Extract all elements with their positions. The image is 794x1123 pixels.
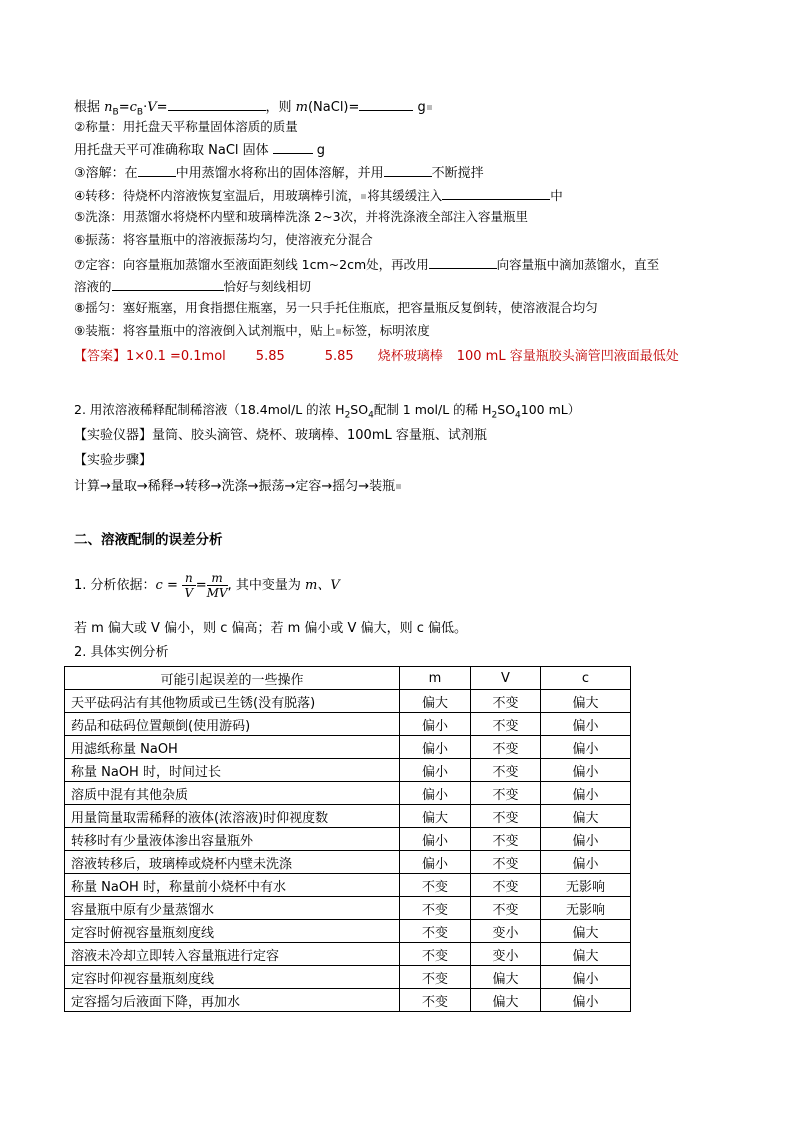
dilution-steps-flow: 计算→量取→稀释→转移→洗涤→振荡→定容→摇匀→装瓶 xyxy=(74,477,402,497)
operation-cell: 定容时俯视容量瓶刻度线 xyxy=(65,920,400,943)
operation-cell: 天平砝码沾有其他物质或已生锈(没有脱落) xyxy=(65,690,400,713)
blank xyxy=(429,254,497,269)
v-cell: 不变 xyxy=(471,782,541,805)
operation-cell: 药品和砝码位置颠倒(使用游码) xyxy=(65,713,400,736)
c-cell: 偏小 xyxy=(541,736,631,759)
step-mix: ⑧摇匀：塞好瓶塞，用食指摁住瓶塞，另一只手托住瓶底，把容量瓶反复倒转，使溶液混合均匀 xyxy=(74,300,598,315)
blank xyxy=(384,162,432,177)
operation-cell: 称量 NaOH 时，称量前小烧杯中有水 xyxy=(65,874,400,897)
operation-cell: 转移时有少量液体渗出容量瓶外 xyxy=(65,828,400,851)
table-row xyxy=(65,828,631,851)
examples-title: 2. 具体实例分析 xyxy=(74,645,169,660)
header-v: V xyxy=(471,667,541,690)
operation-cell: 容量瓶中原有少量蒸馏水 xyxy=(65,897,400,920)
m-cell: 偏大 xyxy=(400,805,471,828)
c-cell: 偏小 xyxy=(541,828,631,851)
table-row xyxy=(65,805,631,828)
analysis-rule: 若 m 偏大或 V 偏小，则 c 偏高；若 m 偏小或 V 偏大，则 c 偏低。 xyxy=(74,621,467,636)
table-row xyxy=(65,920,631,943)
m-cell: 不变 xyxy=(400,920,471,943)
m-cell: 偏小 xyxy=(400,759,471,782)
v-cell: 不变 xyxy=(471,805,541,828)
error-analysis-table xyxy=(64,666,631,1012)
m-cell: 不变 xyxy=(400,874,471,897)
v-cell: 不变 xyxy=(471,690,541,713)
table-row xyxy=(65,713,631,736)
formula-line: 根据 $n_B=c_B\cdot V=$ ，则 m(NaCl)= g xyxy=(74,96,433,123)
m-cell: 不变 xyxy=(400,897,471,920)
c-cell: 偏小 xyxy=(541,989,631,1012)
header-c: c xyxy=(541,667,631,690)
table-row xyxy=(65,897,631,920)
operation-cell: 溶液转移后，玻璃棒或烧杯内壁未洗涤 xyxy=(65,851,400,874)
dilution-title: 2. 用浓溶液稀释配制稀溶液（18.4mol/L 的浓 $H_2SO_4$配制 1 mol/L 的稀 $H_2SO_4100$ mL） xyxy=(74,402,581,421)
table-row xyxy=(65,782,631,805)
answer-line: 【答案】1×0.1 =0.1mol 5.85 5.85 烧杯玻璃棒 100 mL 容量瓶胶头滴管凹液面最低处 xyxy=(74,349,679,364)
c-cell: 偏大 xyxy=(541,805,631,828)
dilution-instruments: 【实验仪器】量筒、胶头滴管、烧杯、玻璃棒、100mL 容量瓶、试剂瓶 xyxy=(74,428,487,443)
c-cell: 偏小 xyxy=(541,851,631,874)
c-cell: 偏大 xyxy=(541,690,631,713)
m-cell: 偏大 xyxy=(400,690,471,713)
v-cell: 变小 xyxy=(471,920,541,943)
section-heading: 二、溶液配制的误差分析 xyxy=(74,532,223,548)
table-header-row xyxy=(65,667,631,690)
v-cell: 不变 xyxy=(471,759,541,782)
m-cell: 不变 xyxy=(400,966,471,989)
table-row xyxy=(65,966,631,989)
v-cell: 不变 xyxy=(471,874,541,897)
table-row xyxy=(65,989,631,1012)
table-row xyxy=(65,759,631,782)
v-cell: 偏大 xyxy=(471,966,541,989)
v-cell: 不变 xyxy=(471,851,541,874)
v-cell: 偏大 xyxy=(471,989,541,1012)
blank xyxy=(359,96,413,111)
header-operation: 可能引起误差的一些操作 xyxy=(65,667,400,690)
analysis-basis: 1. 分析依据：c = $\frac{n}{V}$ = $\frac{m}{MV}$ , 其中变量为 m、V xyxy=(74,570,340,600)
v-cell: 不变 xyxy=(471,736,541,759)
c-cell: 偏小 xyxy=(541,782,631,805)
step-wash: ⑤洗涤：用蒸馏水将烧杯内壁和玻璃棒洗涤 2~3次，并将洗涤液全部注入容量瓶里 xyxy=(74,209,529,224)
table-row xyxy=(65,690,631,713)
blank xyxy=(138,162,176,177)
m-cell: 偏小 xyxy=(400,736,471,759)
step-constant-volume-cont: 溶液的 恰好与刻线相切 xyxy=(74,276,311,297)
table-row xyxy=(65,943,631,966)
table-row xyxy=(65,874,631,897)
c-cell: 偏大 xyxy=(541,943,631,966)
step-transfer: ④转移：待烧杯内溶液恢复室温后，用玻璃棒引流， 将其缓缓注入 中 xyxy=(74,185,563,206)
step-weighing: ②称量：用托盘天平称量固体溶质的质量 xyxy=(74,119,298,134)
operation-cell: 用量筒量取需稀释的液体(浓溶液)时仰视度数 xyxy=(65,805,400,828)
step-bottle: ⑨装瓶：将容量瓶中的溶液倒入试剂瓶中，贴上 标签，标明浓度 xyxy=(74,323,430,338)
blank xyxy=(112,276,224,291)
c-cell: 偏小 xyxy=(541,966,631,989)
m-cell: 偏小 xyxy=(400,828,471,851)
m-cell: 偏小 xyxy=(400,851,471,874)
blank xyxy=(273,139,313,154)
m-cell: 偏小 xyxy=(400,713,471,736)
v-cell: 不变 xyxy=(471,828,541,851)
v-cell: 不变 xyxy=(471,897,541,920)
c-cell: 偏大 xyxy=(541,920,631,943)
table-row xyxy=(65,851,631,874)
operation-cell: 定容摇匀后液面下降，再加水 xyxy=(65,989,400,1012)
step-constant-volume: ⑦定容：向容量瓶加蒸馏水至液面距刻线 1cm~2cm处，再改用 向容量瓶中滴加蒸馏水，直至 xyxy=(74,254,659,275)
c-cell: 偏小 xyxy=(541,759,631,782)
m-cell: 不变 xyxy=(400,989,471,1012)
table-row xyxy=(65,736,631,759)
fraction-n-v: $\frac{n}{V}$ xyxy=(182,572,196,600)
operation-cell: 定容时仰视容量瓶刻度线 xyxy=(65,966,400,989)
m-cell: 偏小 xyxy=(400,782,471,805)
operation-cell: 溶质中混有其他杂质 xyxy=(65,782,400,805)
header-m: m xyxy=(400,667,471,690)
c-cell: 偏小 xyxy=(541,713,631,736)
m-cell: 不变 xyxy=(400,943,471,966)
v-cell: 变小 xyxy=(471,943,541,966)
weigh-line: 用托盘天平可准确称取 NaCl 固体 g xyxy=(74,139,325,161)
operation-cell: 溶液未冷却立即转入容量瓶进行定容 xyxy=(65,943,400,966)
operation-cell: 称量 NaOH 时，时间过长 xyxy=(65,759,400,782)
operation-cell: 用滤纸称量 NaOH xyxy=(65,736,400,759)
blank xyxy=(168,96,266,111)
step-dissolve: ③溶解：在 中用蒸馏水将称出的固体溶解，并用 不断搅拌 xyxy=(74,162,484,184)
fraction-m-mv: $\frac{m}{MV}$ xyxy=(206,570,228,600)
blank xyxy=(442,185,550,200)
step-shake: ⑥振荡：将容量瓶中的溶液振荡均匀，使溶液充分混合 xyxy=(74,232,373,247)
c-cell: 无影响 xyxy=(541,897,631,920)
c-cell: 无影响 xyxy=(541,874,631,897)
dilution-steps-label: 【实验步骤】 xyxy=(74,453,153,468)
v-cell: 不变 xyxy=(471,713,541,736)
